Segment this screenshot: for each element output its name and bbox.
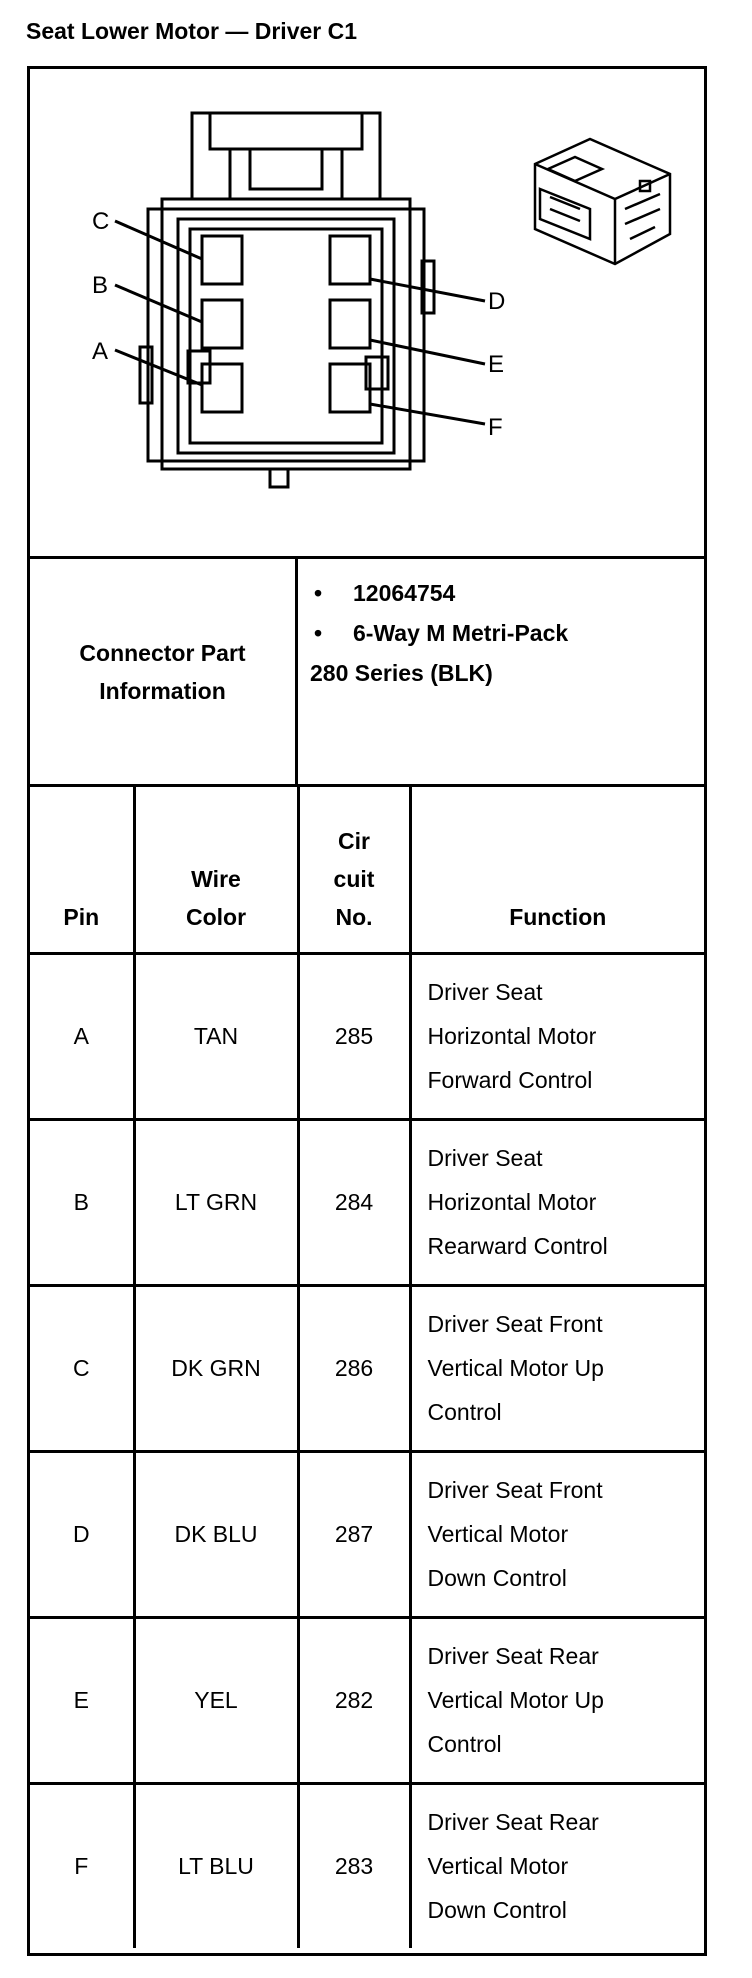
circuit-cell: 286 <box>298 1285 410 1451</box>
circuit-cell: 287 <box>298 1451 410 1617</box>
pin-cell: F <box>30 1783 134 1948</box>
pin-label-e: E <box>488 351 505 378</box>
pin-cell: B <box>30 1119 134 1285</box>
part-info-list <box>298 573 698 693</box>
part-number: • 12064754 <box>313 580 456 606</box>
wire-color-cell: DK GRN <box>134 1285 298 1451</box>
connector-series: 280 Series (BLK) <box>310 660 493 686</box>
function-cell: Driver Seat Rear Vertical Motor Down Control <box>410 1783 704 1948</box>
function-cell: Driver Seat Rear Vertical Motor Up Control <box>410 1617 704 1783</box>
page-title: Seat Lower Motor — Driver C1 <box>26 18 358 44</box>
connector-iso-view <box>535 139 670 264</box>
wire-color-cell: LT GRN <box>134 1119 298 1285</box>
pin-cell: D <box>30 1451 134 1617</box>
function-cell: Driver Seat Front Vertical Motor Down Control <box>410 1451 704 1617</box>
table-row <box>30 1451 704 1617</box>
pin-label-a: A <box>92 338 109 365</box>
circuit-cell: 284 <box>298 1119 410 1285</box>
table-row <box>30 1617 704 1783</box>
pin-label-c: C <box>92 208 110 235</box>
wire-color-cell: TAN <box>134 953 298 1119</box>
pin-label-d: D <box>488 288 506 315</box>
connector-part-info <box>30 559 704 787</box>
table-header-row <box>30 787 704 953</box>
pin-cell: E <box>30 1617 134 1783</box>
wire-color-cell: DK BLU <box>134 1451 298 1617</box>
pin-label-b: B <box>92 272 109 299</box>
wire-color-cell: LT BLU <box>134 1783 298 1948</box>
function-cell: Driver Seat Horizontal Motor Forward Control <box>410 953 704 1119</box>
part-info-label: Connector Part Information <box>30 559 298 784</box>
header-pin: Pin <box>30 787 134 953</box>
table-row <box>30 1285 704 1451</box>
table-row <box>30 953 704 1119</box>
pinout-table <box>30 787 704 1948</box>
pin-cell: A <box>30 953 134 1119</box>
function-cell: Driver Seat Front Vertical Motor Up Control <box>410 1285 704 1451</box>
wire-color-cell: YEL <box>134 1617 298 1783</box>
pin-label-f: F <box>488 414 503 441</box>
pin-cell: C <box>30 1285 134 1451</box>
header-circuit-no: Cir cuit No. <box>298 787 410 953</box>
circuit-cell: 285 <box>298 953 410 1119</box>
table-row <box>30 1783 704 1948</box>
function-cell: Driver Seat Horizontal Motor Rearward Control <box>410 1119 704 1285</box>
connector-sheet <box>27 66 707 1956</box>
circuit-cell: 282 <box>298 1617 410 1783</box>
header-wire-color: Wire Color <box>134 787 298 953</box>
connector-face-drawing <box>30 69 704 556</box>
connector-diagram <box>30 69 704 559</box>
header-function: Function <box>410 787 704 953</box>
connector-type: • 6-Way M Metri-Pack <box>313 620 569 646</box>
circuit-cell: 283 <box>298 1783 410 1948</box>
table-row <box>30 1119 704 1285</box>
